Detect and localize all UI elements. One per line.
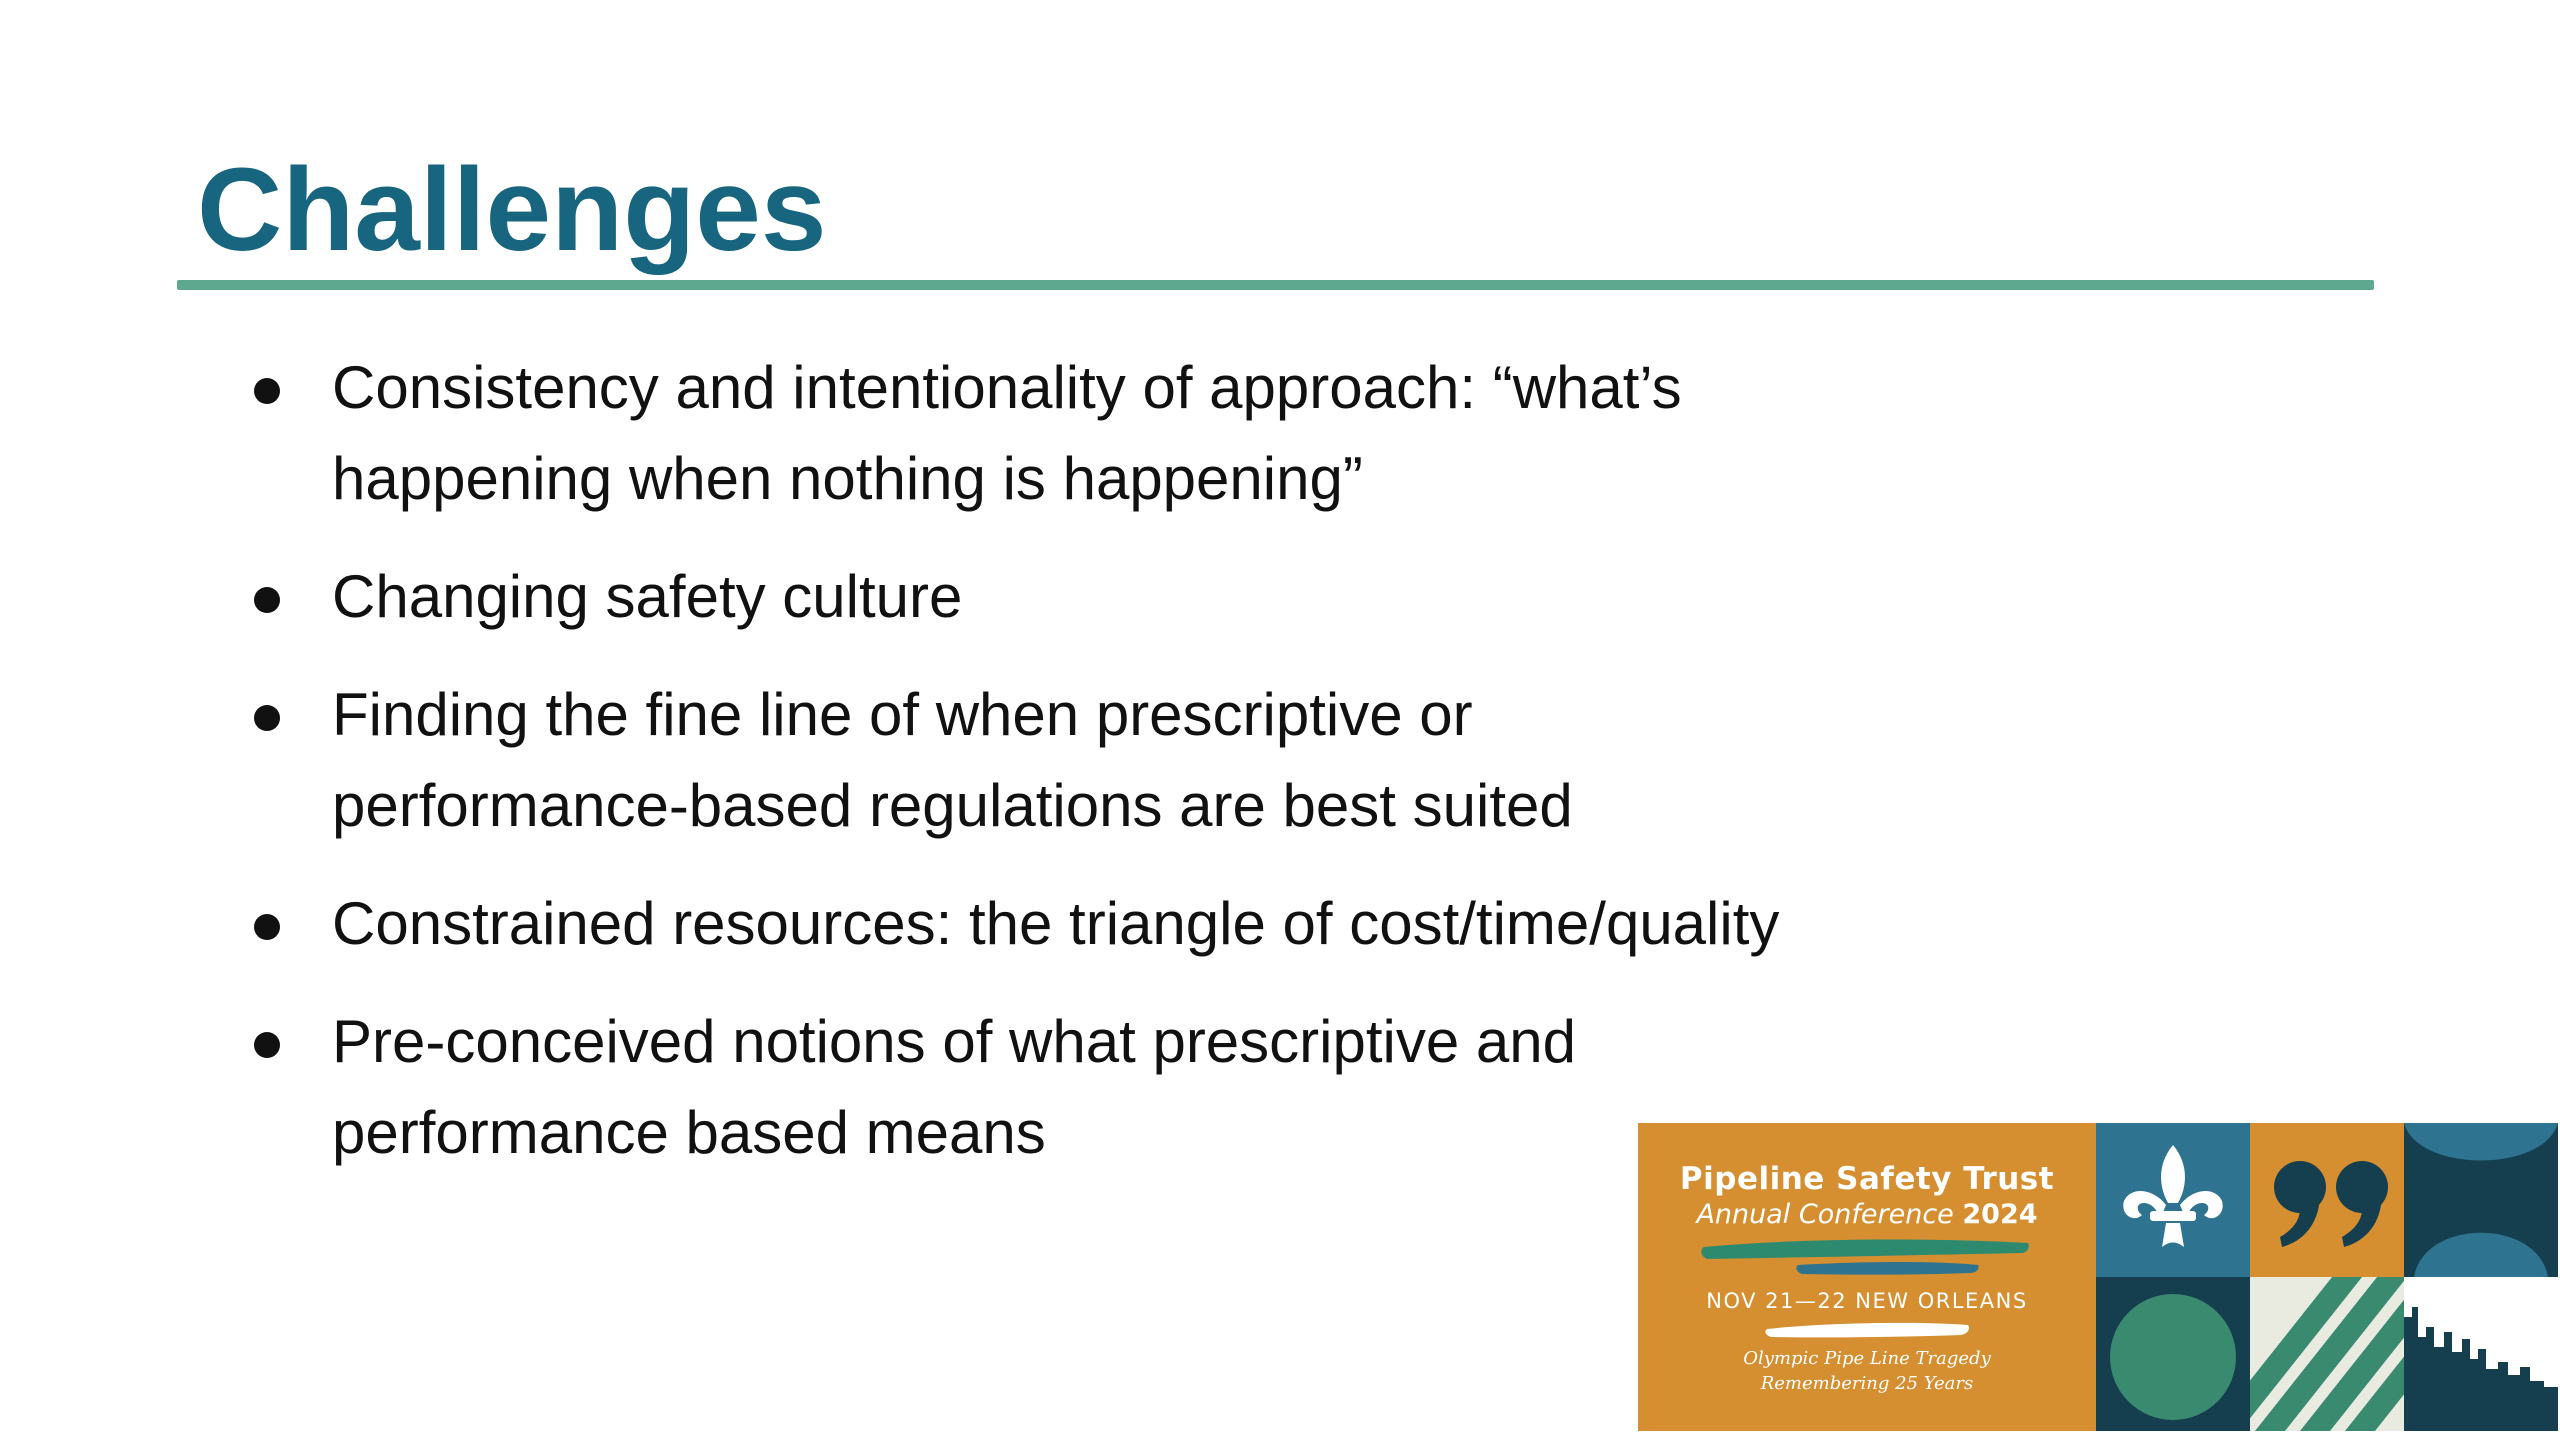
bullet-dot-icon (254, 378, 280, 404)
slide-title: Challenges (197, 144, 827, 276)
banner-tagline-line-1: Olympic Pipe Line Tragedy (1743, 1348, 1991, 1369)
circle-tile (2096, 1277, 2250, 1431)
title-underline (177, 280, 2374, 290)
bullet-text-line-2: performance based means (332, 1099, 1046, 1166)
bullet-list (252, 342, 2052, 1205)
bullet-text-line-1: Consistency and intentionality of approach: “what’s (332, 354, 1682, 421)
fleur-de-lis-icon (2096, 1123, 2250, 1277)
bullet-text-line-2: performance-based regulations are best suited (332, 772, 1573, 839)
bullet-text-line-1: Pre-conceived notions of what prescriptive and (332, 1008, 1577, 1075)
fleur-de-lis-tile (2096, 1123, 2250, 1277)
banner-conference-label: Annual Conference (1696, 1199, 1954, 1230)
banner-conference-title (1638, 1199, 2096, 1230)
circle-icon (2096, 1277, 2250, 1431)
banner-tagline-line-2: Remembering 25 Years (1760, 1373, 1974, 1394)
banner-conference-year: 2024 (1962, 1199, 2038, 1230)
bullet-item (252, 342, 2052, 524)
brush-stroke-icon (1698, 1235, 2038, 1285)
bullet-text-line-1: Changing safety culture (332, 563, 963, 630)
quote-marks-icon (2250, 1123, 2404, 1277)
brush-stroke-white-icon (1763, 1319, 1973, 1341)
bullet-item (252, 878, 2052, 969)
city-skyline-icon (2404, 1277, 2558, 1431)
bullet-dot-icon (254, 1032, 280, 1058)
stripes-tile (2250, 1277, 2404, 1431)
bullet-item (252, 551, 2052, 642)
banner-dates-location: NOV 21—22 NEW ORLEANS (1706, 1289, 2028, 1313)
conference-banner-text-panel (1638, 1123, 2096, 1431)
bullet-text-line-1: Constrained resources: the triangle of cost/time/quality (332, 890, 1780, 957)
city-skyline-tile (2404, 1277, 2558, 1431)
bullet-dot-icon (254, 587, 280, 613)
bullet-text-line-1: Finding the fine line of when prescriptive or (332, 681, 1473, 748)
semicircle-pattern-icon (2404, 1123, 2558, 1277)
bullet-text-line-2: happening when nothing is happening” (332, 445, 1363, 512)
banner-org-name: Pipeline Safety Trust (1679, 1161, 2055, 1197)
conference-banner (1638, 1123, 2560, 1431)
bullet-item (252, 669, 2052, 851)
quote-marks-tile (2250, 1123, 2404, 1277)
bullet-dot-icon (254, 914, 280, 940)
semicircle-tile (2404, 1123, 2558, 1277)
stripes-icon (2250, 1277, 2404, 1431)
bullet-dot-icon (254, 705, 280, 731)
